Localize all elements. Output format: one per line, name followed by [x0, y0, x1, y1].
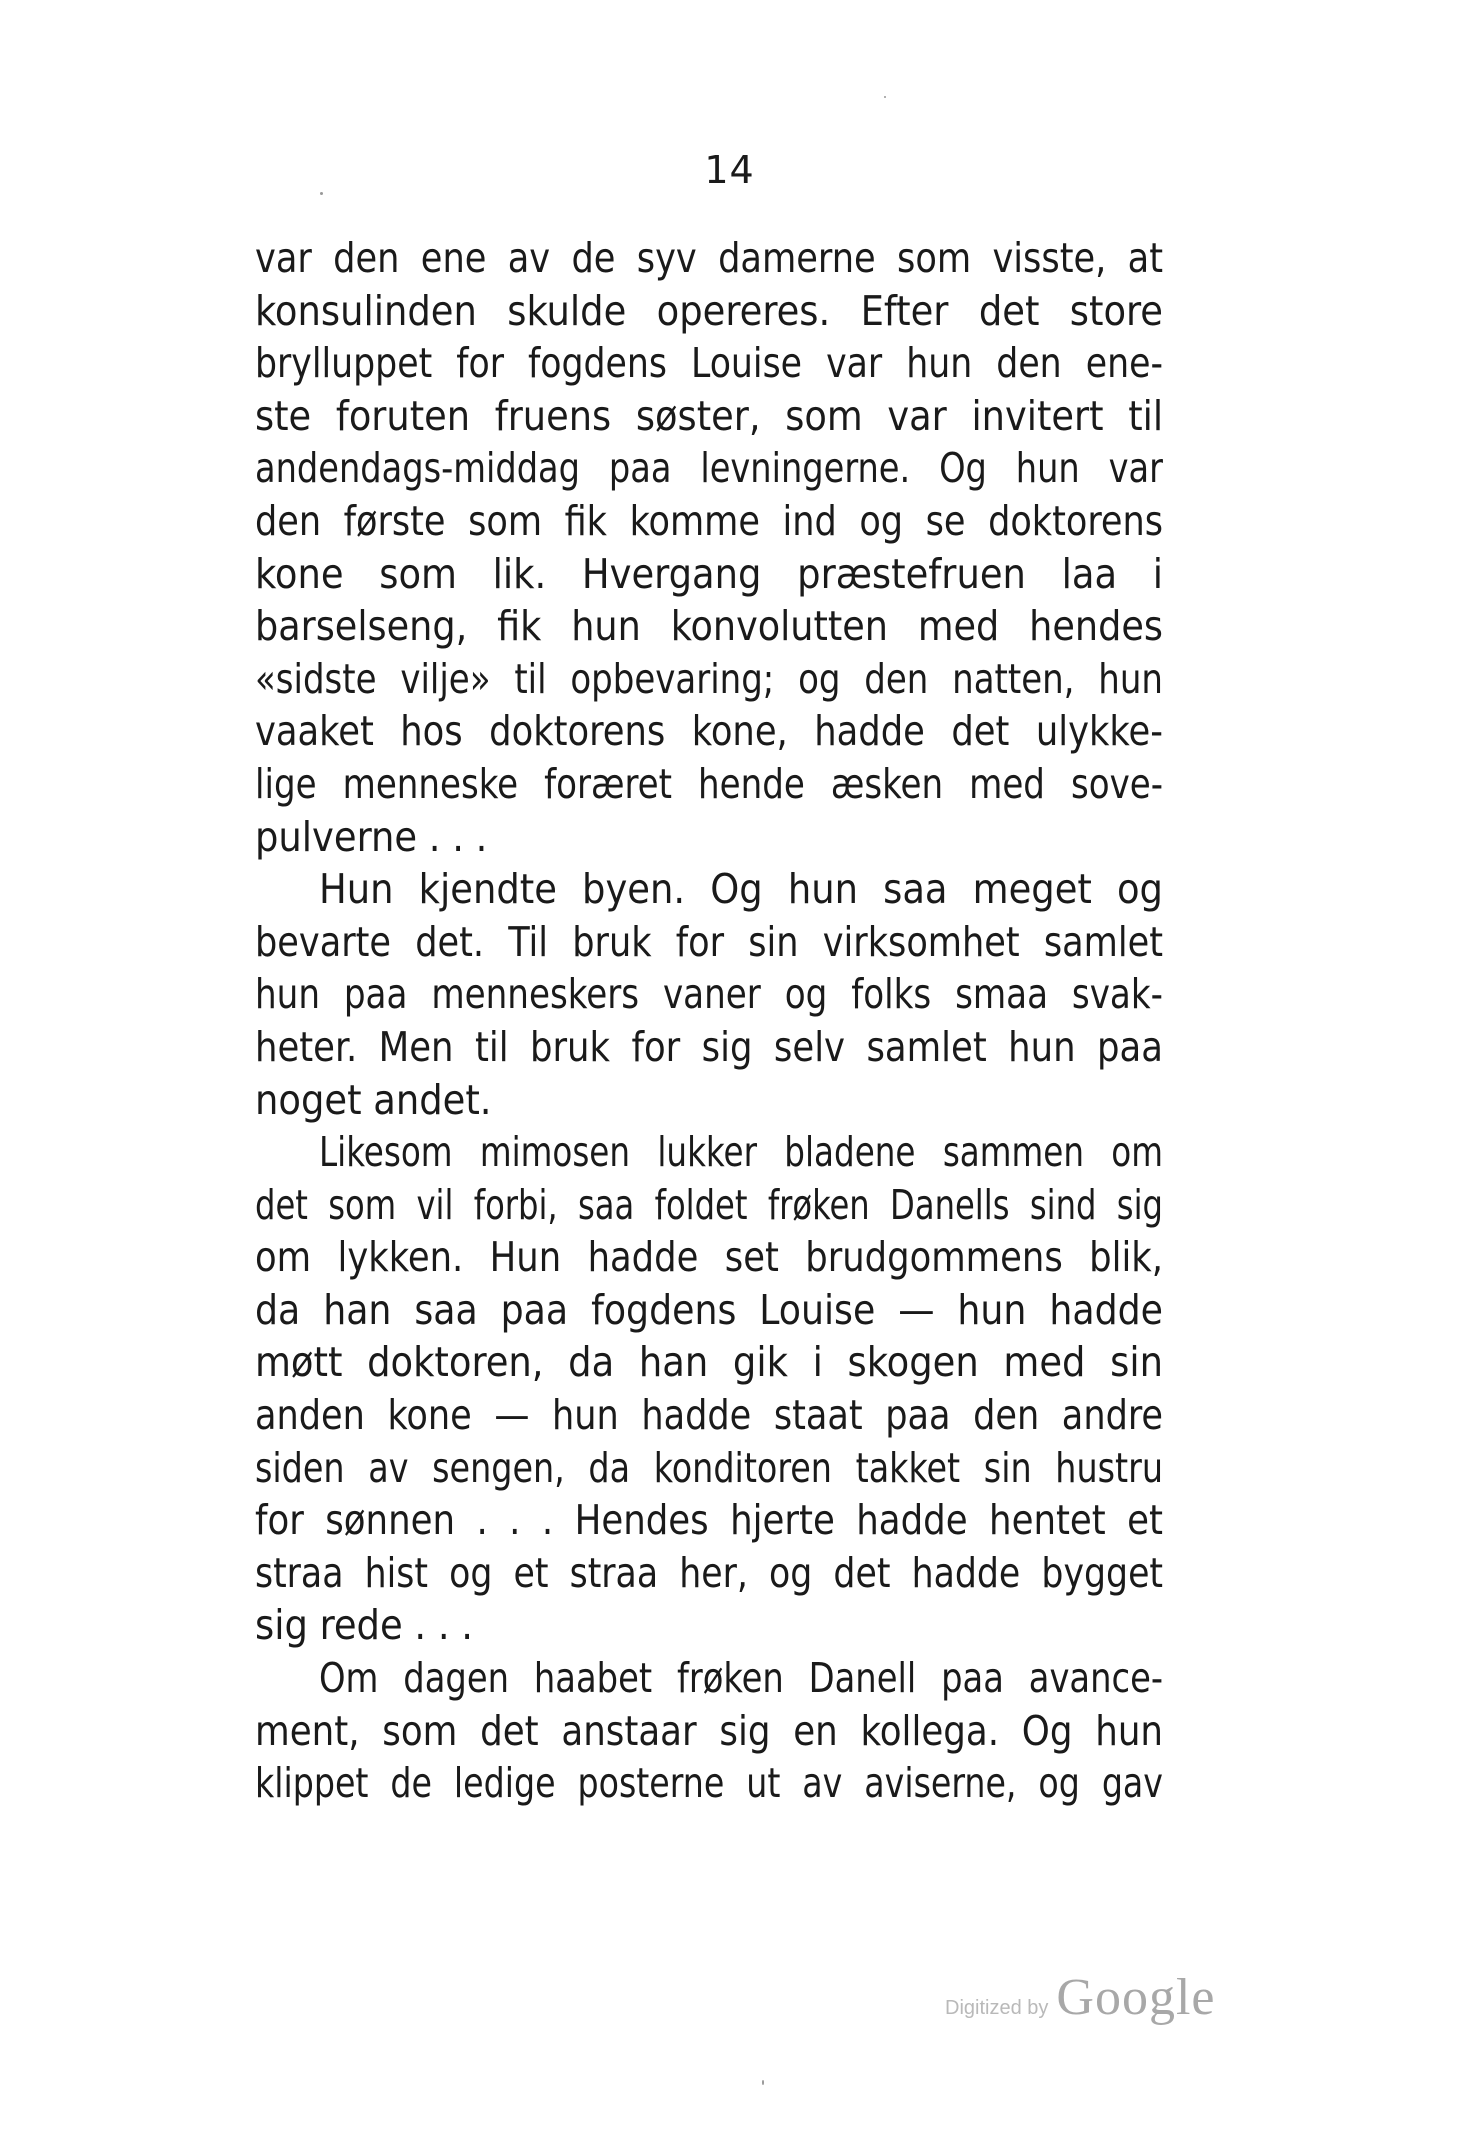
watermark-prefix: Digitized by [945, 1997, 1049, 2019]
text-line: bevarte det. Til bruk for sin virksomhet samlet [255, 917, 1164, 966]
text-line: det som vil forbi, saa foldet frøken Danells sind sig [255, 1180, 1163, 1229]
text-line: Om dagen haabet frøken Danell paa avance- [318, 1654, 1164, 1703]
text-line: siden av sengen, da konditoren takket sin hustru [255, 1443, 1163, 1492]
text-line: klippet de ledige posterne ut av aviserne, og gav [255, 1759, 1163, 1808]
text-line: brylluppet for fogdens Louise var hun den ene- [255, 339, 1164, 388]
digitized-by-google-watermark [945, 1968, 1215, 2028]
text-line: for sønnen . . . Hendes hjerte hadde hentet et [255, 1496, 1163, 1545]
text-line: noget andet. [255, 1075, 492, 1124]
text-line: pulverne . . . [255, 812, 488, 861]
text-line: Hun kjendte byen. Og hun saa meget og [319, 865, 1163, 914]
text-line: anden kone — hun hadde staat paa den andre [255, 1391, 1164, 1440]
text-line: straa hist og et straa her, og det hadde bygget [255, 1548, 1164, 1597]
google-logo: Google [1056, 1969, 1216, 2026]
scan-speck [320, 192, 323, 195]
text-line: barselseng, fik hun konvolutten med hendes [255, 602, 1163, 651]
text-line: ste foruten fruens søster, som var invitert til [255, 391, 1164, 440]
text-line: møtt doktoren, da han gik i skogen med sin [255, 1338, 1163, 1387]
text-line: Likesom mimosen lukker bladene sammen om [318, 1128, 1164, 1177]
text-line: ment, som det anstaar sig en kollega. Og hun [255, 1706, 1164, 1755]
body-text [255, 232, 1163, 1810]
text-line: konsulinden skulde opereres. Efter det store [255, 286, 1163, 335]
scan-speck [762, 2080, 764, 2085]
text-line: da han saa paa fogdens Louise — hun hadde [255, 1285, 1164, 1334]
text-line: om lykken. Hun hadde set brudgommens blik, [255, 1233, 1164, 1282]
text-line: «sidste vilje» til opbevaring; og den natten, hun [255, 654, 1163, 703]
text-line: heter. Men til bruk for sig selv samlet hun paa [255, 1022, 1163, 1071]
page-number: 14 [704, 148, 755, 192]
text-line: var den ene av de syv damerne som visste, at [255, 234, 1164, 282]
text-line: vaaket hos doktorens kone, hadde det ulykke- [255, 707, 1163, 756]
text-line: den første som fik komme ind og se doktorens [255, 496, 1164, 545]
text-line: sig rede . . . [255, 1601, 473, 1650]
scan-speck [884, 96, 886, 98]
text-line: kone som lik. Hvergang præstefruen laa i [255, 549, 1163, 598]
text-line: hun paa menneskers vaner og folks smaa svak- [255, 970, 1163, 1019]
text-line: andendags-middag paa levningerne. Og hun var [255, 444, 1163, 493]
text-line: lige menneske foræret hende æsken med sove- [255, 759, 1164, 808]
